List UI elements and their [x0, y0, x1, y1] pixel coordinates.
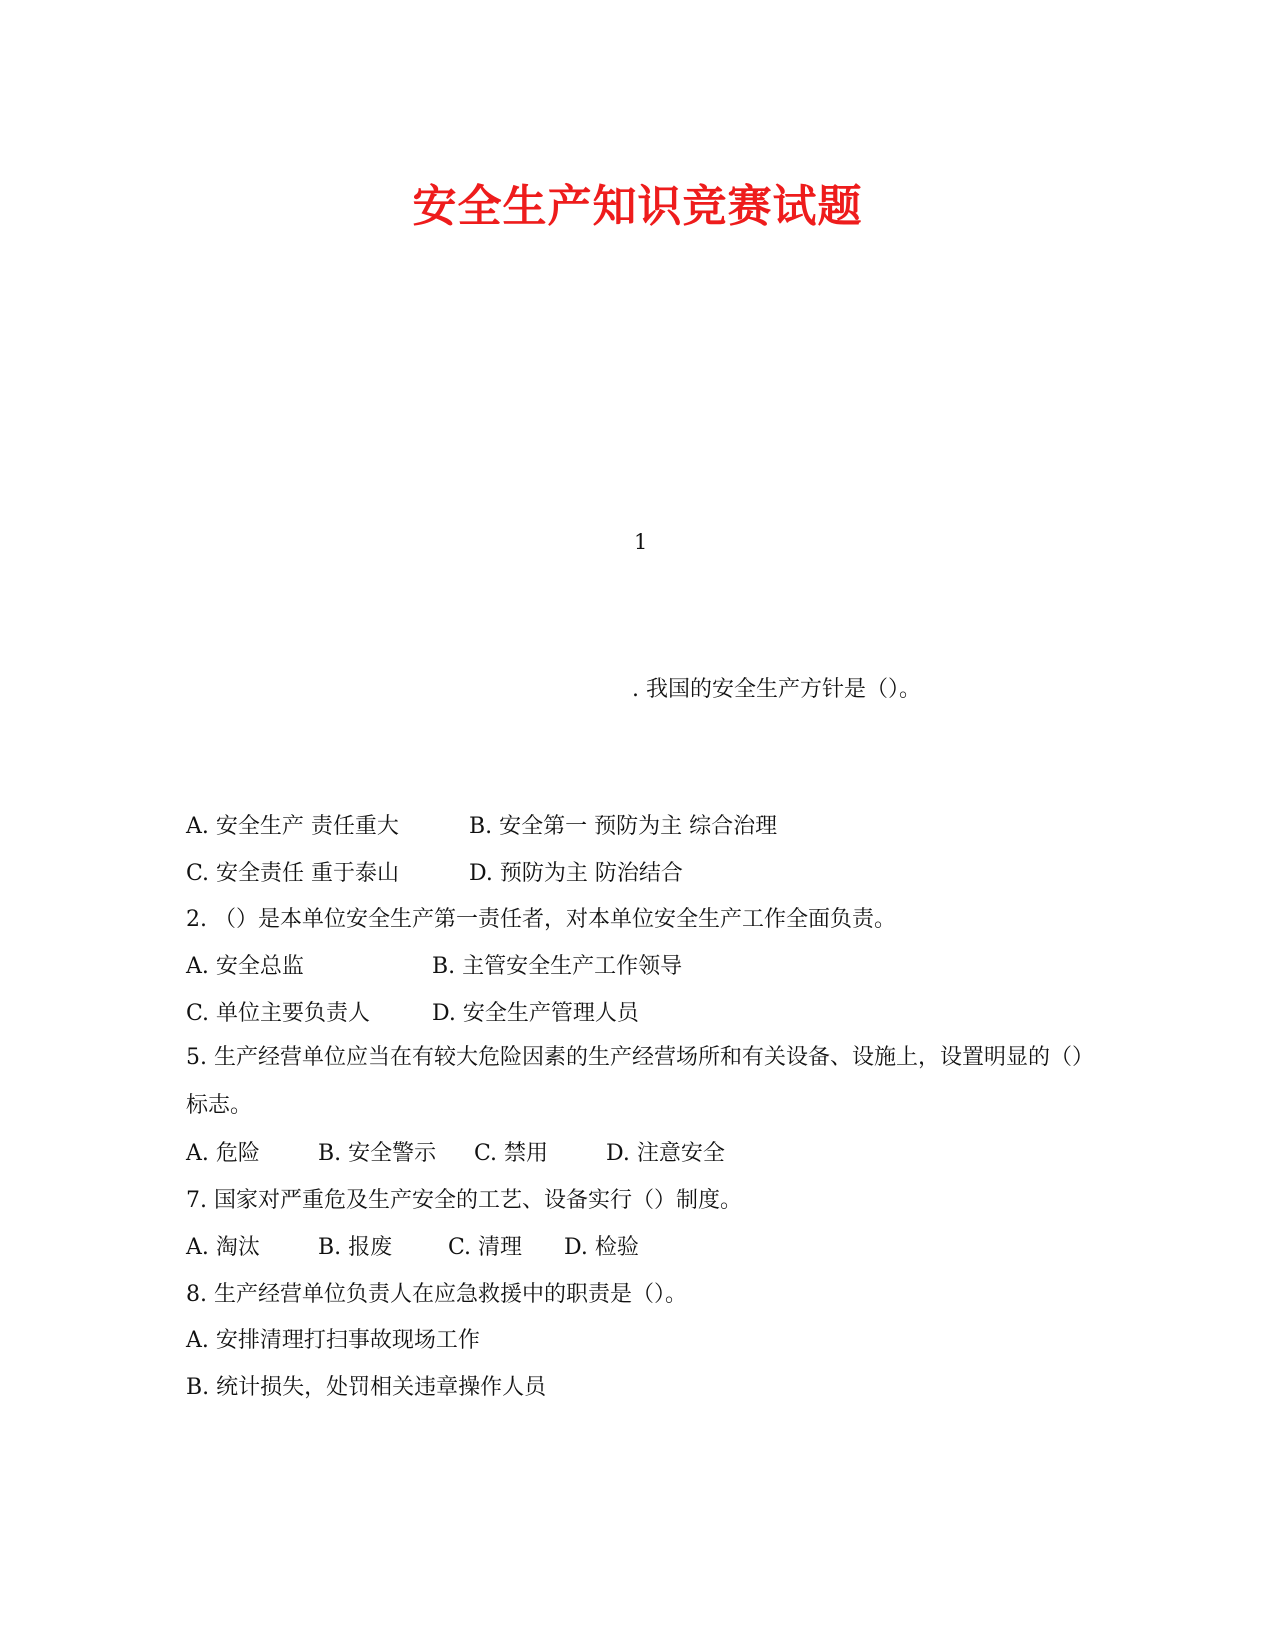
page-number: 1: [634, 530, 648, 554]
question-7-option-c: C. 清理: [448, 1235, 523, 1260]
question-2-option-a: A. 安全总监: [186, 954, 304, 979]
question-7-stem: 7. 国家对严重危及生产安全的工艺、设备实行（）制度。: [186, 1188, 742, 1213]
question-7-option-a: A. 淘汰: [186, 1235, 260, 1260]
question-1-option-c: C. 安全责任 重于泰山: [186, 861, 400, 886]
document-title: 安全生产知识竞赛试题: [412, 181, 863, 232]
question-2-stem: 2. （）是本单位安全生产第一责任者，对本单位安全生产工作全面负责。: [186, 907, 896, 932]
question-5-option-a: A. 危险: [186, 1141, 260, 1166]
question-1-option-a: A. 安全生产 责任重大: [186, 814, 399, 839]
question-2-option-b: B. 主管安全生产工作领导: [432, 954, 683, 979]
question-7-option-b: B. 报废: [318, 1235, 393, 1260]
question-8-option-a: A. 安排清理打扫事故现场工作: [186, 1328, 480, 1353]
question-1-stem: . 我国的安全生产方针是（）。: [632, 677, 921, 702]
question-2-option-d: D. 安全生产管理人员: [432, 1001, 639, 1026]
question-8-option-b: B. 统计损失，处罚相关违章操作人员: [186, 1375, 547, 1400]
question-1-option-b: B. 安全第一 预防为主 综合治理: [469, 814, 778, 839]
question-7-option-d: D. 检验: [564, 1235, 639, 1260]
question-1-option-d: D. 预防为主 防治结合: [469, 861, 683, 886]
question-8-stem: 8. 生产经营单位负责人在应急救援中的职责是（）。: [186, 1282, 687, 1307]
question-5-stem: 5. 生产经营单位应当在有较大危险因素的生产经营场所和有关设备、设施上，设置明显的（）标志。: [186, 1045, 1083, 1118]
question-5-option-c: C. 禁用: [474, 1141, 549, 1166]
question-2-option-c: C. 单位主要负责人: [186, 1001, 371, 1026]
question-5-option-b: B. 安全警示: [318, 1141, 437, 1166]
question-5-option-d: D. 注意安全: [606, 1141, 725, 1166]
